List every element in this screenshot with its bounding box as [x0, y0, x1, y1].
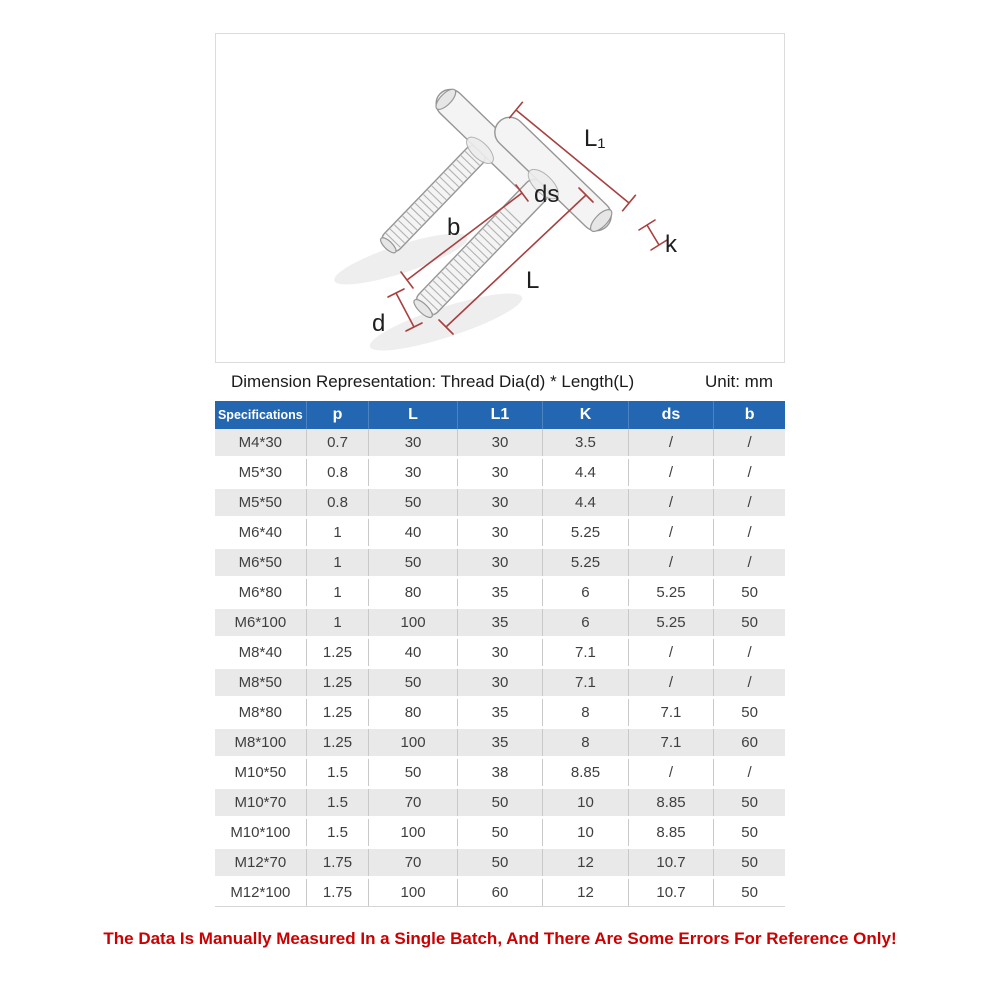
table-cell: M10*50	[215, 758, 306, 788]
table-cell: M6*100	[215, 608, 306, 638]
column-header-p: p	[306, 401, 369, 429]
table-cell: 50	[369, 668, 457, 698]
table-cell: 7.1	[628, 698, 714, 728]
table-row	[215, 728, 785, 758]
table-cell: 50	[714, 578, 785, 608]
table-cell: /	[714, 548, 785, 578]
table-cell: 50	[714, 788, 785, 818]
table-cell: 80	[369, 578, 457, 608]
table-cell: 4.4	[543, 488, 629, 518]
table-cell: 40	[369, 638, 457, 668]
table-row	[215, 818, 785, 848]
table-cell: 1.25	[306, 728, 369, 758]
table-cell: 50	[369, 548, 457, 578]
table-row	[215, 518, 785, 548]
table-cell: 50	[714, 848, 785, 878]
table-cell: 30	[457, 429, 543, 458]
table-cell: /	[714, 488, 785, 518]
table-cell: 5.25	[543, 548, 629, 578]
table-cell: 1.5	[306, 788, 369, 818]
table-cell: 50	[714, 818, 785, 848]
table-cell: 50	[457, 788, 543, 818]
table-cell: 60	[457, 878, 543, 907]
table-cell: 30	[369, 429, 457, 458]
table-cell: 8.85	[543, 758, 629, 788]
spec-sheet	[215, 33, 785, 907]
table-cell: 70	[369, 848, 457, 878]
t-bolt-diagram	[216, 34, 784, 362]
table-cell: /	[628, 518, 714, 548]
table-cell: /	[628, 429, 714, 458]
table-row	[215, 638, 785, 668]
table-header-row	[215, 401, 785, 429]
table-cell: /	[628, 488, 714, 518]
table-row	[215, 698, 785, 728]
disclaimer-note: The Data Is Manually Measured In a Single Batch, And There Are Some Errors For Reference Only!	[103, 929, 897, 948]
label-b: b	[447, 214, 461, 241]
caption-row	[215, 363, 785, 401]
table-cell: M8*50	[215, 668, 306, 698]
table-row	[215, 429, 785, 458]
table-cell: 1.5	[306, 758, 369, 788]
table-cell: 10	[543, 818, 629, 848]
table-cell: 100	[369, 818, 457, 848]
label-L: L	[526, 267, 540, 294]
table-cell: 7.1	[628, 728, 714, 758]
spec-table-body	[215, 429, 785, 907]
table-cell: /	[628, 758, 714, 788]
table-cell: 1.25	[306, 638, 369, 668]
column-header-specifications: Specifications	[215, 401, 306, 429]
table-cell: 50	[369, 758, 457, 788]
table-cell: 1.75	[306, 848, 369, 878]
table-row	[215, 668, 785, 698]
table-cell: M10*100	[215, 818, 306, 848]
table-cell: /	[628, 638, 714, 668]
table-cell: 6	[543, 608, 629, 638]
table-cell: 1	[306, 578, 369, 608]
column-header-L: L	[369, 401, 457, 429]
table-row	[215, 608, 785, 638]
table-cell: 1	[306, 548, 369, 578]
table-cell: M12*100	[215, 878, 306, 907]
table-cell: 70	[369, 788, 457, 818]
table-cell: 5.25	[628, 578, 714, 608]
column-header-ds: ds	[628, 401, 714, 429]
table-cell: 30	[457, 668, 543, 698]
table-cell: M12*70	[215, 848, 306, 878]
dimension-caption: Dimension Representation: Thread Dia(d) * Length(L)	[231, 372, 635, 391]
column-header-K: K	[543, 401, 629, 429]
table-cell: 3.5	[543, 429, 629, 458]
table-cell: M6*50	[215, 548, 306, 578]
table-cell: 5.25	[628, 608, 714, 638]
table-cell: 10.7	[628, 878, 714, 907]
table-cell: /	[714, 429, 785, 458]
table-cell: 1.25	[306, 668, 369, 698]
table-cell: 50	[714, 878, 785, 907]
table-cell: 0.8	[306, 458, 369, 488]
table-cell: M5*30	[215, 458, 306, 488]
table-cell: 6	[543, 578, 629, 608]
label-d: d	[372, 310, 386, 337]
table-cell: 0.7	[306, 429, 369, 458]
table-row	[215, 848, 785, 878]
table-cell: /	[714, 518, 785, 548]
table-cell: M4*30	[215, 429, 306, 458]
table-cell: 40	[369, 518, 457, 548]
column-header-b: b	[714, 401, 785, 429]
table-cell: 50	[714, 608, 785, 638]
table-cell: /	[628, 668, 714, 698]
table-row	[215, 878, 785, 907]
table-cell: 8	[543, 698, 629, 728]
table-cell: 30	[457, 488, 543, 518]
unit-label: Unit: mm	[705, 372, 773, 391]
table-cell: M8*80	[215, 698, 306, 728]
table-cell: 80	[369, 698, 457, 728]
table-cell: 35	[457, 698, 543, 728]
table-cell: 1.75	[306, 878, 369, 907]
table-cell: /	[714, 458, 785, 488]
table-cell: /	[714, 758, 785, 788]
table-cell: 50	[714, 698, 785, 728]
table-cell: 12	[543, 878, 629, 907]
table-cell: 35	[457, 608, 543, 638]
label-L1: L₁	[584, 125, 606, 152]
table-cell: 8.85	[628, 818, 714, 848]
table-cell: 12	[543, 848, 629, 878]
table-cell: 38	[457, 758, 543, 788]
table-cell: 30	[457, 548, 543, 578]
table-cell: 35	[457, 578, 543, 608]
table-cell: /	[628, 458, 714, 488]
table-cell: 0.8	[306, 488, 369, 518]
table-cell: /	[714, 638, 785, 668]
table-row	[215, 758, 785, 788]
table-cell: 30	[457, 458, 543, 488]
table-cell: M8*40	[215, 638, 306, 668]
table-cell: 8	[543, 728, 629, 758]
table-cell: 1	[306, 608, 369, 638]
table-cell: 50	[457, 848, 543, 878]
column-header-L1: L1	[457, 401, 543, 429]
table-cell: 1.5	[306, 818, 369, 848]
table-cell: 10.7	[628, 848, 714, 878]
table-row	[215, 548, 785, 578]
table-row	[215, 578, 785, 608]
table-cell: 1	[306, 518, 369, 548]
table-cell: 30	[369, 458, 457, 488]
table-cell: 100	[369, 878, 457, 907]
table-cell: /	[628, 548, 714, 578]
table-cell: M10*70	[215, 788, 306, 818]
table-cell: 100	[369, 728, 457, 758]
table-cell: 1.25	[306, 698, 369, 728]
label-ds: ds	[534, 181, 560, 208]
spec-table	[215, 401, 785, 907]
table-cell: 50	[457, 818, 543, 848]
bolt-photo-panel	[215, 33, 785, 363]
table-cell: 50	[369, 488, 457, 518]
table-cell: M6*40	[215, 518, 306, 548]
table-cell: 5.25	[543, 518, 629, 548]
table-cell: 35	[457, 728, 543, 758]
table-row	[215, 488, 785, 518]
table-cell: 100	[369, 608, 457, 638]
table-cell: 4.4	[543, 458, 629, 488]
table-cell: /	[714, 668, 785, 698]
table-cell: 30	[457, 518, 543, 548]
table-row	[215, 788, 785, 818]
table-cell: 7.1	[543, 668, 629, 698]
table-cell: M5*50	[215, 488, 306, 518]
table-cell: M6*80	[215, 578, 306, 608]
table-cell: 8.85	[628, 788, 714, 818]
table-cell: 7.1	[543, 638, 629, 668]
table-cell: 30	[457, 638, 543, 668]
table-row	[215, 458, 785, 488]
table-cell: 10	[543, 788, 629, 818]
table-cell: M8*100	[215, 728, 306, 758]
label-k: k	[665, 231, 677, 258]
table-cell: 60	[714, 728, 785, 758]
